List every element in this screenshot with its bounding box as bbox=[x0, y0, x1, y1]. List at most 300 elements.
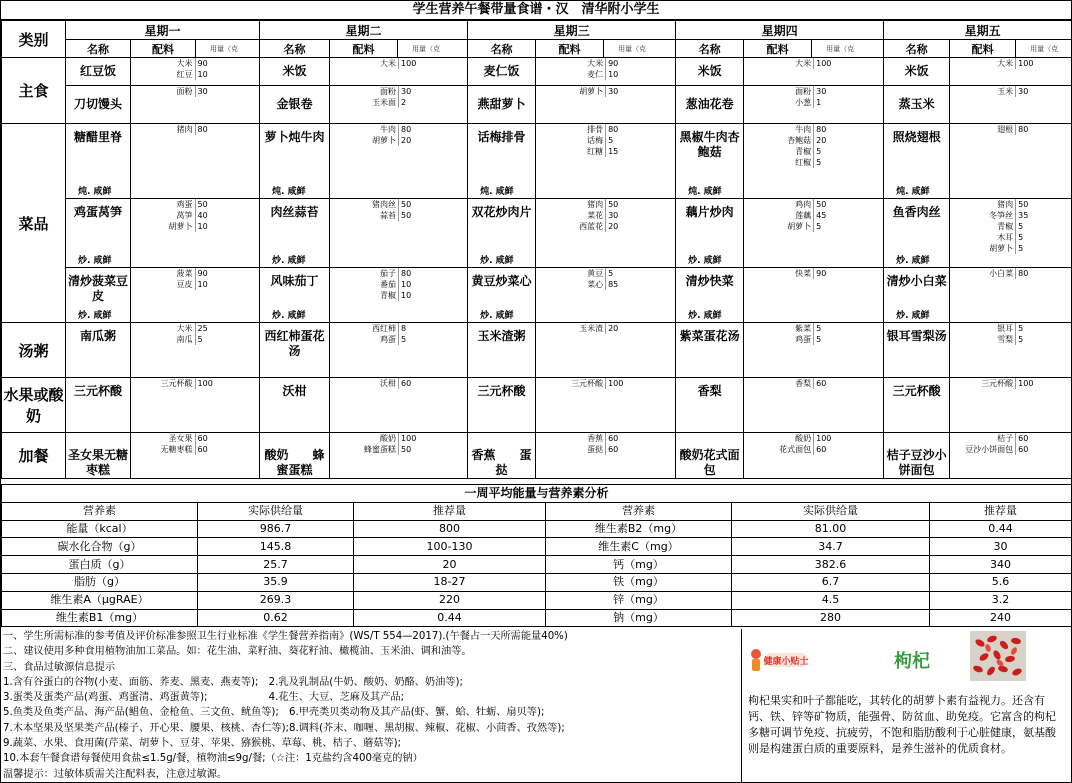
ingredient-amount: 5 bbox=[605, 135, 675, 146]
dish-name: 黄豆炒菜心 bbox=[471, 274, 532, 288]
dish-cell bbox=[260, 268, 330, 323]
dish-name: 肉丝蒜苔 bbox=[270, 205, 319, 219]
name-col-header: 名称 bbox=[468, 40, 536, 58]
nutrition-cell: 钙（mg） bbox=[546, 556, 732, 574]
ingredient-amount: 60 bbox=[1015, 444, 1072, 455]
ingredients-cell bbox=[330, 433, 468, 479]
ingredient-line bbox=[131, 58, 259, 69]
dish-cell bbox=[676, 199, 744, 268]
ingredients-cell bbox=[950, 86, 1072, 124]
nutrition-cell: 340 bbox=[930, 556, 1072, 574]
ingredient-name: 麦仁 bbox=[587, 70, 604, 79]
dish-cell bbox=[468, 86, 536, 124]
ingredient-amount: 30 bbox=[605, 86, 675, 97]
ingredient-line bbox=[744, 86, 883, 97]
ingredient-name: 菜心 bbox=[587, 280, 604, 289]
category-snack: 加餐 bbox=[2, 433, 66, 479]
ingredient-line bbox=[744, 135, 883, 146]
nutrition-cell: 锌（mg） bbox=[546, 591, 732, 609]
ingredients-cell bbox=[950, 199, 1072, 268]
nutrition-cell: 6.7 bbox=[732, 573, 930, 591]
ingredient-name: 大米 bbox=[380, 59, 397, 68]
ingredient-amount: 90 bbox=[605, 58, 675, 69]
ingredient-line bbox=[744, 221, 883, 232]
ingredient-name: 面粉 bbox=[176, 87, 193, 96]
ingredients-cell bbox=[744, 86, 884, 124]
ingredient-name: 红椒 bbox=[795, 158, 812, 167]
ingredient-name: 莴笋 bbox=[176, 211, 193, 220]
ingredient-name: 大米 bbox=[176, 59, 193, 68]
ingredient-line bbox=[744, 323, 883, 334]
dish-cell bbox=[66, 58, 131, 86]
dish-name: 清炒菠菜豆皮 bbox=[67, 274, 128, 303]
ingredient-name: 雪梨 bbox=[997, 335, 1014, 344]
dish-cell bbox=[260, 124, 330, 199]
dish-cell bbox=[676, 124, 744, 199]
category-soup: 汤粥 bbox=[2, 323, 66, 378]
ingredient-amount: 35 bbox=[1015, 210, 1072, 221]
ingredient-amount: 20 bbox=[398, 135, 467, 146]
ingredient-name: 胡萝卜 bbox=[579, 87, 604, 96]
note-line: 7.木本坚果及坚果类产品(榛子、开心果、腰果、核桃、杏仁等);8.调料(芥末、咖喱、黑胡椒、辣椒、花椒、小茴香、孜然等); bbox=[3, 722, 565, 734]
dish-name: 鱼香肉丝 bbox=[892, 205, 941, 219]
ingredient-name: 蒜苔 bbox=[380, 211, 397, 220]
dish-cell bbox=[66, 124, 131, 199]
ingredient-amount: 50 bbox=[398, 210, 467, 221]
nutrition-cell: 81.00 bbox=[732, 520, 930, 538]
ingredient-line bbox=[744, 157, 883, 168]
ingredient-name: 杏鲍菇 bbox=[787, 136, 812, 145]
note-line: 1.含有谷蛋白的谷物(小麦、面筋、荞麦、黑麦、燕麦等); 2.乳及乳制品(牛奶、酸奶、奶酪、奶油等); bbox=[3, 676, 463, 688]
nutrition-cell: 维生素B1（mg） bbox=[2, 609, 198, 627]
ingredient-name: 鸡蛋 bbox=[795, 335, 812, 344]
ingredient-amount: 5 bbox=[813, 221, 883, 232]
ingredient-amount: 100 bbox=[1015, 378, 1072, 389]
ingredient-name: 木耳 bbox=[997, 233, 1014, 242]
ingredients-cell bbox=[131, 433, 260, 479]
ingredient-line bbox=[330, 334, 467, 345]
nutrition-header: 实际供给量 bbox=[198, 502, 354, 520]
note-line: 温馨提示：过敏体质需关注配料表，注意过敏源。 bbox=[3, 768, 228, 780]
dish-cell bbox=[884, 268, 950, 323]
category-fruit: 水果或酸奶 bbox=[2, 378, 66, 433]
ingredient-amount: 60 bbox=[813, 378, 883, 389]
dish-cell bbox=[676, 433, 744, 479]
ingredient-line bbox=[330, 210, 467, 221]
ingredients-cell bbox=[536, 378, 676, 433]
dish-name: 双花炒肉片 bbox=[471, 205, 532, 219]
ingredient-line bbox=[536, 378, 675, 389]
ingredient-name: 玉米 bbox=[997, 87, 1014, 96]
nutrition-cell: 100-130 bbox=[354, 538, 546, 556]
ingredient-amount: 60 bbox=[813, 444, 883, 455]
ingredient-line bbox=[950, 210, 1072, 221]
ingredient-amount: 10 bbox=[195, 279, 260, 290]
dish-cell bbox=[260, 323, 330, 378]
ingredient-line bbox=[950, 334, 1072, 345]
nutrition-cell: 蛋白质（g） bbox=[2, 556, 198, 574]
ingredient-name: 胡萝卜 bbox=[989, 244, 1014, 253]
ingredient-amount: 60 bbox=[605, 444, 675, 455]
ingredient-name: 桔子 bbox=[997, 434, 1014, 443]
nutrition-cell: 800 bbox=[354, 520, 546, 538]
ingredient-line bbox=[536, 444, 675, 455]
ingredients-cell bbox=[131, 378, 260, 433]
cooking-method: 炒. 咸鲜 bbox=[78, 311, 112, 321]
ingredient-name: 豆沙小饼面包 bbox=[965, 445, 1014, 454]
note-line: 9.蔬菜、水果、食用菌(芹菜、胡萝卜、豆芽、苹果、猕猴桃、草莓、桃、桔子、蘑菇等); bbox=[3, 738, 402, 750]
ingredient-name: 南瓜 bbox=[176, 335, 193, 344]
ingredient-amount: 50 bbox=[398, 199, 467, 210]
ingredient-line bbox=[330, 378, 467, 389]
ingredient-amount: 5 bbox=[1015, 243, 1072, 254]
ingredient-amount: 90 bbox=[195, 58, 260, 69]
weekly-menu-table bbox=[1, 20, 1072, 479]
ingredient-name: 莲藕 bbox=[795, 211, 812, 220]
ingredient-amount: 80 bbox=[398, 268, 467, 279]
cooking-method: 炒. 咸鲜 bbox=[78, 256, 112, 266]
ingredients-cell bbox=[744, 268, 884, 323]
nutrition-cell: 4.5 bbox=[732, 591, 930, 609]
ingredient-line bbox=[536, 221, 675, 232]
ingredients-cell bbox=[330, 86, 468, 124]
cooking-method: 炖. 咸鲜 bbox=[896, 187, 930, 197]
dish-name: 鸡蛋莴笋 bbox=[73, 205, 122, 219]
nutrition-header: 营养素 bbox=[2, 502, 198, 520]
dish-cell bbox=[884, 199, 950, 268]
dish-name: 银耳雪梨汤 bbox=[886, 329, 947, 343]
nutrition-cell: 145.8 bbox=[198, 538, 354, 556]
ingredient-line bbox=[131, 334, 259, 345]
ingredient-col-header: 配料 bbox=[744, 40, 812, 58]
nutrition-cell: 脂肪（g） bbox=[2, 573, 198, 591]
dish-name: 清炒快菜 bbox=[685, 274, 734, 288]
note-line: 5.鱼类及鱼类产品、海产品(鲳鱼、金枪鱼、三文鱼、鱿鱼等); 6.甲壳类贝类动物及其产品(虾、蟹、蛤、牡蛎、扇贝等); bbox=[3, 707, 545, 719]
dish-name: 金银卷 bbox=[276, 97, 313, 111]
ingredients-cell bbox=[131, 268, 260, 323]
ingredient-name: 银耳 bbox=[997, 324, 1014, 333]
nutrition-cell: 0.62 bbox=[198, 609, 354, 627]
cooking-method: 炖. 咸鲜 bbox=[78, 187, 112, 197]
ingredient-amount: 5 bbox=[605, 268, 675, 279]
ingredient-line bbox=[950, 86, 1072, 97]
ingredient-line bbox=[536, 124, 675, 135]
ingredients-cell bbox=[744, 323, 884, 378]
ingredient-name: 鸡蛋 bbox=[176, 200, 193, 209]
ingredients-cell bbox=[536, 124, 676, 199]
ingredients-cell bbox=[950, 124, 1072, 199]
nutrition-cell: 碳水化合物（g） bbox=[2, 538, 198, 556]
ingredient-amount: 10 bbox=[398, 279, 467, 290]
ingredient-line bbox=[950, 433, 1072, 444]
ingredient-line bbox=[744, 97, 883, 108]
dish-name: 话梅排骨 bbox=[477, 130, 526, 144]
page-title: 学生营养午餐带量食谱・汉 清华附小学生 bbox=[1, 1, 1071, 20]
notes-section bbox=[3, 629, 739, 782]
note-line: 一、学生所需标准的参考值及评价标准参照卫生行业标准《学生餐营养指南》(WS/T 554—2017).(午餐占一天所需能量40%) bbox=[3, 631, 568, 642]
dish-cell bbox=[884, 433, 950, 479]
ingredient-amount: 90 bbox=[195, 268, 260, 279]
dish-name: 圣女果无糖枣糕 bbox=[67, 447, 128, 477]
ingredient-amount: 80 bbox=[398, 124, 467, 135]
name-col-header: 名称 bbox=[260, 40, 330, 58]
ingredient-name: 蛋挞 bbox=[587, 445, 604, 454]
ingredient-line bbox=[131, 433, 259, 444]
ingredient-name: 小白菜 bbox=[989, 269, 1014, 278]
ingredient-line bbox=[744, 210, 883, 221]
ingredient-amount: 50 bbox=[398, 444, 467, 455]
ingredient-name: 翅根 bbox=[997, 125, 1014, 134]
ingredient-line bbox=[744, 124, 883, 135]
note-line: 10.本套午餐食谱每餐使用食盐≤1.5g/餐，植物油≤9g/餐;（☆注：1克盐约含400毫克的钠） bbox=[3, 753, 423, 765]
dish-cell bbox=[66, 323, 131, 378]
dish-name: 刀切馒头 bbox=[73, 97, 122, 111]
ingredient-line bbox=[131, 323, 259, 334]
nutrition-cell: 铁（mg） bbox=[546, 573, 732, 591]
dish-cell bbox=[66, 433, 131, 479]
ingredient-name: 胡萝卜 bbox=[168, 222, 193, 231]
ingredient-name: 菜花 bbox=[587, 211, 604, 220]
ingredient-name: 快菜 bbox=[795, 269, 812, 278]
note-line: 3.蛋类及蛋类产品(鸡蛋、鸡蛋清、鸡蛋黄等); 4.花生、大豆、芝麻及其产品; bbox=[3, 692, 404, 704]
ingredient-name: 酸奶 bbox=[380, 434, 397, 443]
ingredient-line bbox=[950, 232, 1072, 243]
ingredient-amount: 60 bbox=[605, 433, 675, 444]
nutrition-table bbox=[1, 484, 1072, 627]
ingredient-name: 牛肉 bbox=[380, 125, 397, 134]
ingredient-name: 茄子 bbox=[380, 269, 397, 278]
category-header: 类别 bbox=[2, 21, 66, 58]
ingredient-amount: 50 bbox=[195, 199, 260, 210]
dish-cell bbox=[468, 268, 536, 323]
ingredient-name: 番茄 bbox=[380, 280, 397, 289]
ingredients-cell bbox=[330, 58, 468, 86]
ingredient-line bbox=[950, 243, 1072, 254]
ingredient-col-header: 配料 bbox=[950, 40, 1016, 58]
nutrition-cell: 18-27 bbox=[354, 573, 546, 591]
ingredient-line bbox=[131, 268, 259, 279]
ingredient-line bbox=[744, 444, 883, 455]
dish-cell bbox=[884, 124, 950, 199]
ingredient-line bbox=[536, 146, 675, 157]
cooking-method: 炒. 咸鲜 bbox=[896, 311, 930, 321]
ingredient-name: 三元杯酸 bbox=[571, 379, 604, 388]
ingredient-name: 猪肉 bbox=[997, 200, 1014, 209]
note-line: 三、食品过敏源信息提示 bbox=[3, 661, 116, 673]
dish-cell bbox=[66, 268, 131, 323]
ingredients-cell bbox=[330, 199, 468, 268]
nutrition-cell: 20 bbox=[354, 556, 546, 574]
dish-name: 蒸玉米 bbox=[898, 97, 935, 111]
cooking-method: 炒. 咸鲜 bbox=[272, 311, 306, 321]
ingredient-name: 面粉 bbox=[380, 87, 397, 96]
ingredient-line bbox=[536, 323, 675, 334]
ingredient-line bbox=[131, 279, 259, 290]
note-line: 二、建议使用多种食用植物油加工菜品。如：花生油、菜籽油、葵花籽油、橄榄油、玉米油、调和油等。 bbox=[3, 646, 472, 658]
ingredient-line bbox=[131, 378, 259, 389]
ingredient-name: 大米 bbox=[795, 59, 812, 68]
dish-name: 米饭 bbox=[282, 64, 307, 78]
nutrition-header: 实际供给量 bbox=[732, 502, 930, 520]
ingredient-line bbox=[950, 323, 1072, 334]
cooking-method: 炖. 咸鲜 bbox=[688, 187, 722, 197]
dish-cell bbox=[260, 199, 330, 268]
ingredient-name: 大米 bbox=[176, 324, 193, 333]
ingredient-line bbox=[131, 69, 259, 80]
nutrition-cell: 382.6 bbox=[732, 556, 930, 574]
dish-name: 风味茄丁 bbox=[270, 274, 319, 288]
ingredient-amount: 80 bbox=[1015, 124, 1072, 135]
badge-label: 健康小贴士 bbox=[763, 657, 809, 667]
ingredient-amount: 100 bbox=[813, 58, 883, 69]
ingredient-amount: 80 bbox=[813, 124, 883, 135]
ingredient-name: 紫菜 bbox=[795, 324, 812, 333]
ingredient-amount: 5 bbox=[813, 323, 883, 334]
cooking-method: 炒. 咸鲜 bbox=[688, 311, 722, 321]
dish-name: 酸奶花式面包 bbox=[679, 447, 740, 477]
nutrition-cell: 0.44 bbox=[930, 520, 1072, 538]
dish-cell bbox=[884, 378, 950, 433]
cooking-method: 炒. 咸鲜 bbox=[688, 256, 722, 266]
ingredient-line bbox=[330, 86, 467, 97]
dish-cell bbox=[676, 323, 744, 378]
dish-cell bbox=[66, 86, 131, 124]
ingredients-cell bbox=[131, 58, 260, 86]
ingredient-line bbox=[330, 268, 467, 279]
ingredient-amount: 5 bbox=[813, 146, 883, 157]
dish-cell bbox=[468, 323, 536, 378]
ingredient-name: 沃柑 bbox=[380, 379, 397, 388]
ingredient-line bbox=[744, 199, 883, 210]
ingredients-cell bbox=[330, 323, 468, 378]
ingredient-line bbox=[330, 290, 467, 301]
dish-cell bbox=[468, 433, 536, 479]
dish-name: 三元杯酸 bbox=[477, 384, 526, 398]
dish-cell bbox=[66, 378, 131, 433]
ingredient-amount: 2 bbox=[398, 97, 467, 108]
ingredient-line bbox=[950, 268, 1072, 279]
dish-cell bbox=[260, 433, 330, 479]
day-header: 星期一 bbox=[66, 21, 260, 40]
dish-cell bbox=[468, 199, 536, 268]
ingredient-amount: 30 bbox=[813, 86, 883, 97]
ingredient-name: 猪肉丝 bbox=[372, 200, 397, 209]
nutrition-cell: 3.2 bbox=[930, 591, 1072, 609]
dish-name: 香梨 bbox=[697, 384, 722, 398]
ingredient-line bbox=[744, 433, 883, 444]
ingredient-amount: 50 bbox=[1015, 199, 1072, 210]
dish-name: 红豆饭 bbox=[79, 64, 116, 78]
ingredient-amount: 60 bbox=[1015, 433, 1072, 444]
dish-cell bbox=[260, 58, 330, 86]
tip-title: 枸杞 bbox=[894, 651, 930, 672]
ingredients-cell bbox=[536, 86, 676, 124]
dish-name: 葱油花卷 bbox=[685, 97, 734, 111]
ingredient-amount: 100 bbox=[813, 433, 883, 444]
dish-cell bbox=[676, 378, 744, 433]
dish-cell bbox=[884, 58, 950, 86]
ingredient-name: 三元杯酸 bbox=[160, 379, 193, 388]
nutrition-cell: 25.7 bbox=[198, 556, 354, 574]
dish-cell bbox=[676, 58, 744, 86]
ingredients-cell bbox=[330, 268, 468, 323]
dish-name: 三元杯酸 bbox=[892, 384, 941, 398]
dish-cell bbox=[260, 378, 330, 433]
ingredient-amount: 30 bbox=[1015, 86, 1072, 97]
ingredient-col-header: 配料 bbox=[536, 40, 604, 58]
ingredient-line bbox=[744, 268, 883, 279]
nutrition-cell: 35.9 bbox=[198, 573, 354, 591]
health-tip-panel bbox=[741, 629, 1072, 782]
ingredient-line bbox=[744, 334, 883, 345]
ingredient-amount: 100 bbox=[605, 378, 675, 389]
ingredient-line bbox=[950, 444, 1072, 455]
nutrition-cell: 986.7 bbox=[198, 520, 354, 538]
cooking-method: 炒. 咸鲜 bbox=[896, 256, 930, 266]
ingredient-amount: 80 bbox=[195, 124, 260, 135]
dish-name: 西红柿蛋花汤 bbox=[264, 329, 325, 358]
ingredient-line bbox=[744, 378, 883, 389]
day-header: 星期二 bbox=[260, 21, 468, 40]
ingredient-name: 黄豆 bbox=[587, 269, 604, 278]
ingredient-line bbox=[131, 199, 259, 210]
ingredient-amount: 5 bbox=[1015, 232, 1072, 243]
ingredients-cell bbox=[744, 58, 884, 86]
ingredient-name: 蜂蜜蛋糕 bbox=[364, 445, 397, 454]
ingredient-name: 大米 bbox=[587, 59, 604, 68]
ingredients-cell bbox=[536, 199, 676, 268]
dish-cell bbox=[468, 378, 536, 433]
amount-col-header: 用量（克 bbox=[1016, 40, 1072, 58]
ingredient-line bbox=[950, 221, 1072, 232]
ingredient-amount: 5 bbox=[813, 334, 883, 345]
ingredient-amount: 10 bbox=[195, 221, 260, 232]
nutrition-cell: 维生素A（μgRAE） bbox=[2, 591, 198, 609]
dish-cell bbox=[66, 199, 131, 268]
ingredient-name: 无糖枣糕 bbox=[160, 445, 193, 454]
ingredient-amount: 5 bbox=[195, 334, 260, 345]
ingredient-name: 红豆 bbox=[176, 70, 193, 79]
cooking-method: 炒. 咸鲜 bbox=[480, 256, 514, 266]
dish-name: 照烧翅根 bbox=[892, 130, 941, 144]
dish-name: 酸奶 蜂蜜蛋糕 bbox=[264, 447, 325, 477]
dish-cell bbox=[468, 58, 536, 86]
ingredient-line bbox=[536, 69, 675, 80]
goji-berry-image bbox=[970, 631, 1026, 681]
cooking-method: 炒. 咸鲜 bbox=[480, 311, 514, 321]
dish-name: 玉米渣粥 bbox=[477, 329, 526, 343]
ingredient-name: 花式面包 bbox=[779, 445, 812, 454]
nutrition-cell: 能量（kcal） bbox=[2, 520, 198, 538]
ingredient-name: 香梨 bbox=[795, 379, 812, 388]
ingredients-cell bbox=[131, 199, 260, 268]
dish-cell bbox=[884, 323, 950, 378]
ingredient-name: 青椒 bbox=[997, 222, 1014, 231]
ingredient-amount: 30 bbox=[195, 86, 260, 97]
name-col-header: 名称 bbox=[676, 40, 744, 58]
ingredient-amount: 10 bbox=[398, 290, 467, 301]
ingredients-cell bbox=[950, 58, 1072, 86]
ingredient-name: 鸡肉 bbox=[795, 200, 812, 209]
ingredients-cell bbox=[536, 268, 676, 323]
dish-cell bbox=[676, 268, 744, 323]
ingredient-name: 圣女果 bbox=[168, 434, 193, 443]
ingredients-cell bbox=[744, 124, 884, 199]
ingredient-amount: 20 bbox=[605, 221, 675, 232]
ingredient-amount: 80 bbox=[605, 124, 675, 135]
ingredients-cell bbox=[950, 323, 1072, 378]
ingredient-amount: 60 bbox=[398, 378, 467, 389]
